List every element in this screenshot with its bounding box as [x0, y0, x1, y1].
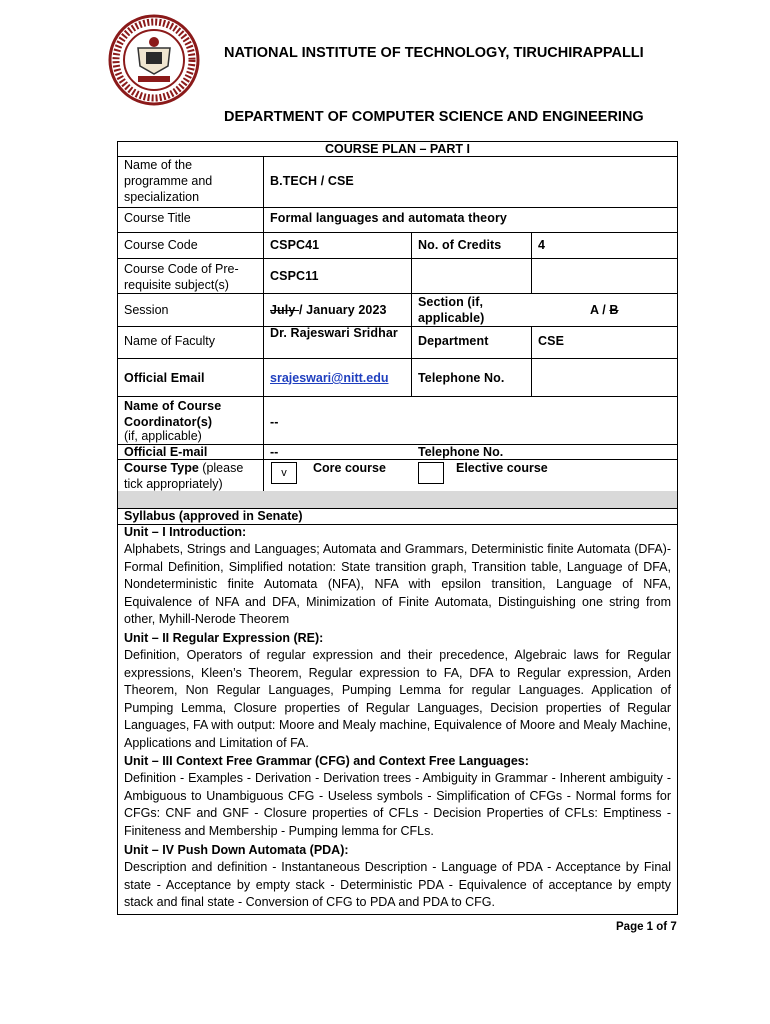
elective-course-label: Elective course: [456, 461, 548, 475]
session-value: [270, 302, 387, 318]
divider: [117, 258, 678, 259]
coordinator-label: Name of Course Coordinator(s): [124, 399, 222, 429]
divider: [117, 358, 678, 359]
divider: [531, 326, 532, 396]
telephone-label: Telephone No.: [418, 371, 505, 385]
divider: [411, 232, 412, 396]
section-label: Section (if, applicable): [418, 295, 485, 325]
divider: [117, 207, 678, 208]
core-course-label: Core course: [313, 461, 386, 475]
email-label: Official Email: [124, 371, 205, 385]
unit-title: Unit – III Context Free Grammar (CFG) and Context Free Languages:: [124, 754, 529, 768]
section-value: [590, 302, 619, 318]
shaded-separator-row: [118, 491, 677, 508]
divider: [117, 396, 678, 397]
elective-course-checkbox[interactable]: [418, 462, 444, 484]
divider: [263, 156, 264, 491]
course-type-label: [124, 460, 260, 492]
unit-body: Alphabets, Strings and Languages; Automata and Grammars, Deterministic finite Automata (DFA)-Formal Definition, Simplified notation: State transition graph, Transition table, Language of DFA, Nondeterministic finite Automata (NFA), NFA with epsilon transition, Language of NFA, Equivalence of NFA and DFA, Minimization of Finite Automata, Distinguishing one string from other, Myhill-Nerode Theorem: [124, 542, 671, 627]
official-email-label: Official E-mail: [124, 445, 208, 459]
course-title-label: Course Title: [124, 211, 191, 225]
core-course-checkbox[interactable]: v: [271, 462, 297, 484]
divider: [531, 232, 532, 293]
unit-title: Unit – II Regular Expression (RE):: [124, 631, 324, 645]
credits-value: 4: [538, 238, 546, 252]
course-title-value: Formal languages and automata theory: [270, 211, 507, 225]
programme-label: Name of the programme and specialization: [124, 158, 213, 204]
coordinator-value: --: [270, 415, 279, 429]
department-value: CSE: [538, 334, 565, 348]
syllabus-heading: Syllabus (approved in Senate): [124, 509, 303, 523]
course-plan-title: COURSE PLAN – PART I: [325, 142, 470, 156]
department-title: DEPARTMENT OF COMPUTER SCIENCE AND ENGINEERING: [224, 109, 644, 125]
unit-title: Unit – IV Push Down Automata (PDA):: [124, 843, 349, 857]
prerequisite-value: CSPC11: [270, 269, 319, 283]
faculty-label: Name of Faculty: [124, 334, 216, 348]
unit-body: Definition, Operators of regular expression and their precedence, Algebraic laws for Regular expressions, Kleen’s Theorem, Regular expression to FA, DFA to Regular expression, Arden Theorem, Non Regular Languages, Pumping Lemma for regular Languages. Application of Pumping Lemma, Closure properties of Regular Languages, Decision properties of Regular Languages, FA with output: Moore and Mealy machine, Equivalence of Moore and Mealy Machine, Applications and Limitation of FA.: [124, 648, 671, 750]
course-code-value: CSPC41: [270, 238, 320, 252]
coordinator-hint: (if, applicable): [124, 429, 202, 443]
course-type-title: Course Type: [124, 461, 199, 475]
divider: [117, 232, 678, 233]
unit-body: Description and definition - Instantaneous Description - Language of PDA - Acceptance by Final state - Acceptance by empty stack - Deterministic PDA - Equivalence of acceptance by empty stack and final state - Conversion of CFG to PDA and PDA to CFG.: [124, 860, 671, 910]
official-email-value: --: [270, 445, 279, 459]
session-label: Session: [124, 303, 169, 317]
credits-label: No. of Credits: [418, 238, 502, 252]
session-term: / January 2023: [299, 303, 387, 317]
prerequisite-label: Course Code of Pre-requisite subject(s): [124, 262, 239, 292]
institute-title: NATIONAL INSTITUTE OF TECHNOLOGY, TIRUCHIRAPPALLI: [224, 45, 644, 61]
divider: [117, 293, 678, 294]
unit-body: Definition - Examples - Derivation - Derivation trees - Ambiguity in Grammar - Inherent ambiguity - Ambiguous to Unambiguous CFG - Useless symbols - Simplification of CFGs - Normal forms for CFGs: CNF and GNF - Closure properties of CFLs - Decision Properties of CFLs: Emptiness - Finiteness and Membership - Pumping lemma for CFLs.: [124, 771, 671, 838]
session-struck-term: July: [270, 303, 299, 317]
telephone-label-2: Telephone No.: [418, 445, 504, 459]
nit-trichy-emblem-icon: [108, 14, 200, 106]
section-a: A /: [590, 303, 610, 317]
course-code-label: Course Code: [124, 238, 198, 252]
email-link[interactable]: srajeswari@nitt.edu: [270, 371, 389, 385]
faculty-value: Dr. Rajeswari Sridhar: [270, 326, 398, 340]
programme-value: B.TECH / CSE: [270, 174, 354, 188]
department-label: Department: [418, 334, 489, 348]
unit-title: Unit – I Introduction:: [124, 525, 247, 539]
page-number: Page 1 of 7: [616, 921, 677, 933]
section-b-struck: B: [609, 303, 619, 317]
course-type-hint: (please tick appropriately): [124, 461, 244, 491]
